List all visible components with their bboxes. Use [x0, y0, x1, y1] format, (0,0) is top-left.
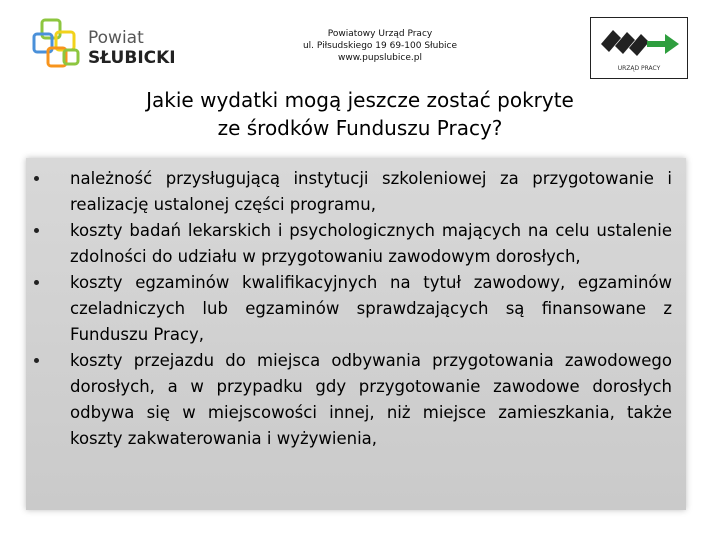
bullet-dot-icon: [34, 228, 39, 233]
urzad-pracy-logo: [590, 17, 688, 79]
urzad-pracy-emblem-icon: [591, 18, 687, 68]
title-line-2: ze środków Funduszu Pracy?: [217, 116, 503, 140]
bullet-item: [26, 270, 686, 348]
bullet-text: koszty badań lekarskich i psychologicznych mających na celu ustalenie zdolności do udziału w przygotowaniu zawodowym dorosłych,: [70, 221, 672, 266]
office-website: www.pupslubice.pl: [338, 53, 422, 63]
bullet-dot-icon: [34, 280, 39, 285]
bullet-text: koszty przejazdu do miejsca odbywania przygotowania zawodowego dorosłych, a w przypadku gdy przygotowanie zawodowe dorosłych odbywa się w miejscowości innej, niż miejsce zamieszkania, także koszty zakwaterowania i wyżywienia,: [70, 351, 672, 448]
office-name: Powiatowy Urząd Pracy: [327, 29, 433, 39]
logo-text-powiat: Powiat: [88, 28, 144, 48]
bullet-item: [26, 218, 686, 270]
office-contact: [255, 28, 505, 64]
bullet-item: [26, 348, 686, 452]
page-title: [80, 86, 640, 142]
office-address: ul. Piłsudskiego 19 69-100 Słubice: [302, 41, 458, 51]
bullet-text: należność przysługującą instytucji szkoleniowej za przygotowanie i realizację ustalonej części programu,: [70, 169, 672, 214]
logo-text-slubicki: SŁUBICKI: [88, 48, 176, 68]
bullet-text: koszty egzaminów kwalifikacyjnych na tytuł zawodowy, egzaminów czeladniczych lub egzaminów sprawdzających są finansowane z Funduszu Pracy,: [70, 273, 672, 344]
bullet-dot-icon: [34, 358, 39, 363]
bullet-list: [26, 166, 686, 452]
bullet-item: [26, 166, 686, 218]
logo-squares-icon: [30, 16, 90, 78]
content-box: [26, 158, 686, 510]
bullet-dot-icon: [34, 176, 39, 181]
urzad-pracy-caption: URZĄD PRACY: [617, 65, 661, 72]
powiat-slubicki-logo: [30, 16, 175, 78]
title-line-1: Jakie wydatki mogą jeszcze zostać pokryte: [146, 88, 574, 112]
